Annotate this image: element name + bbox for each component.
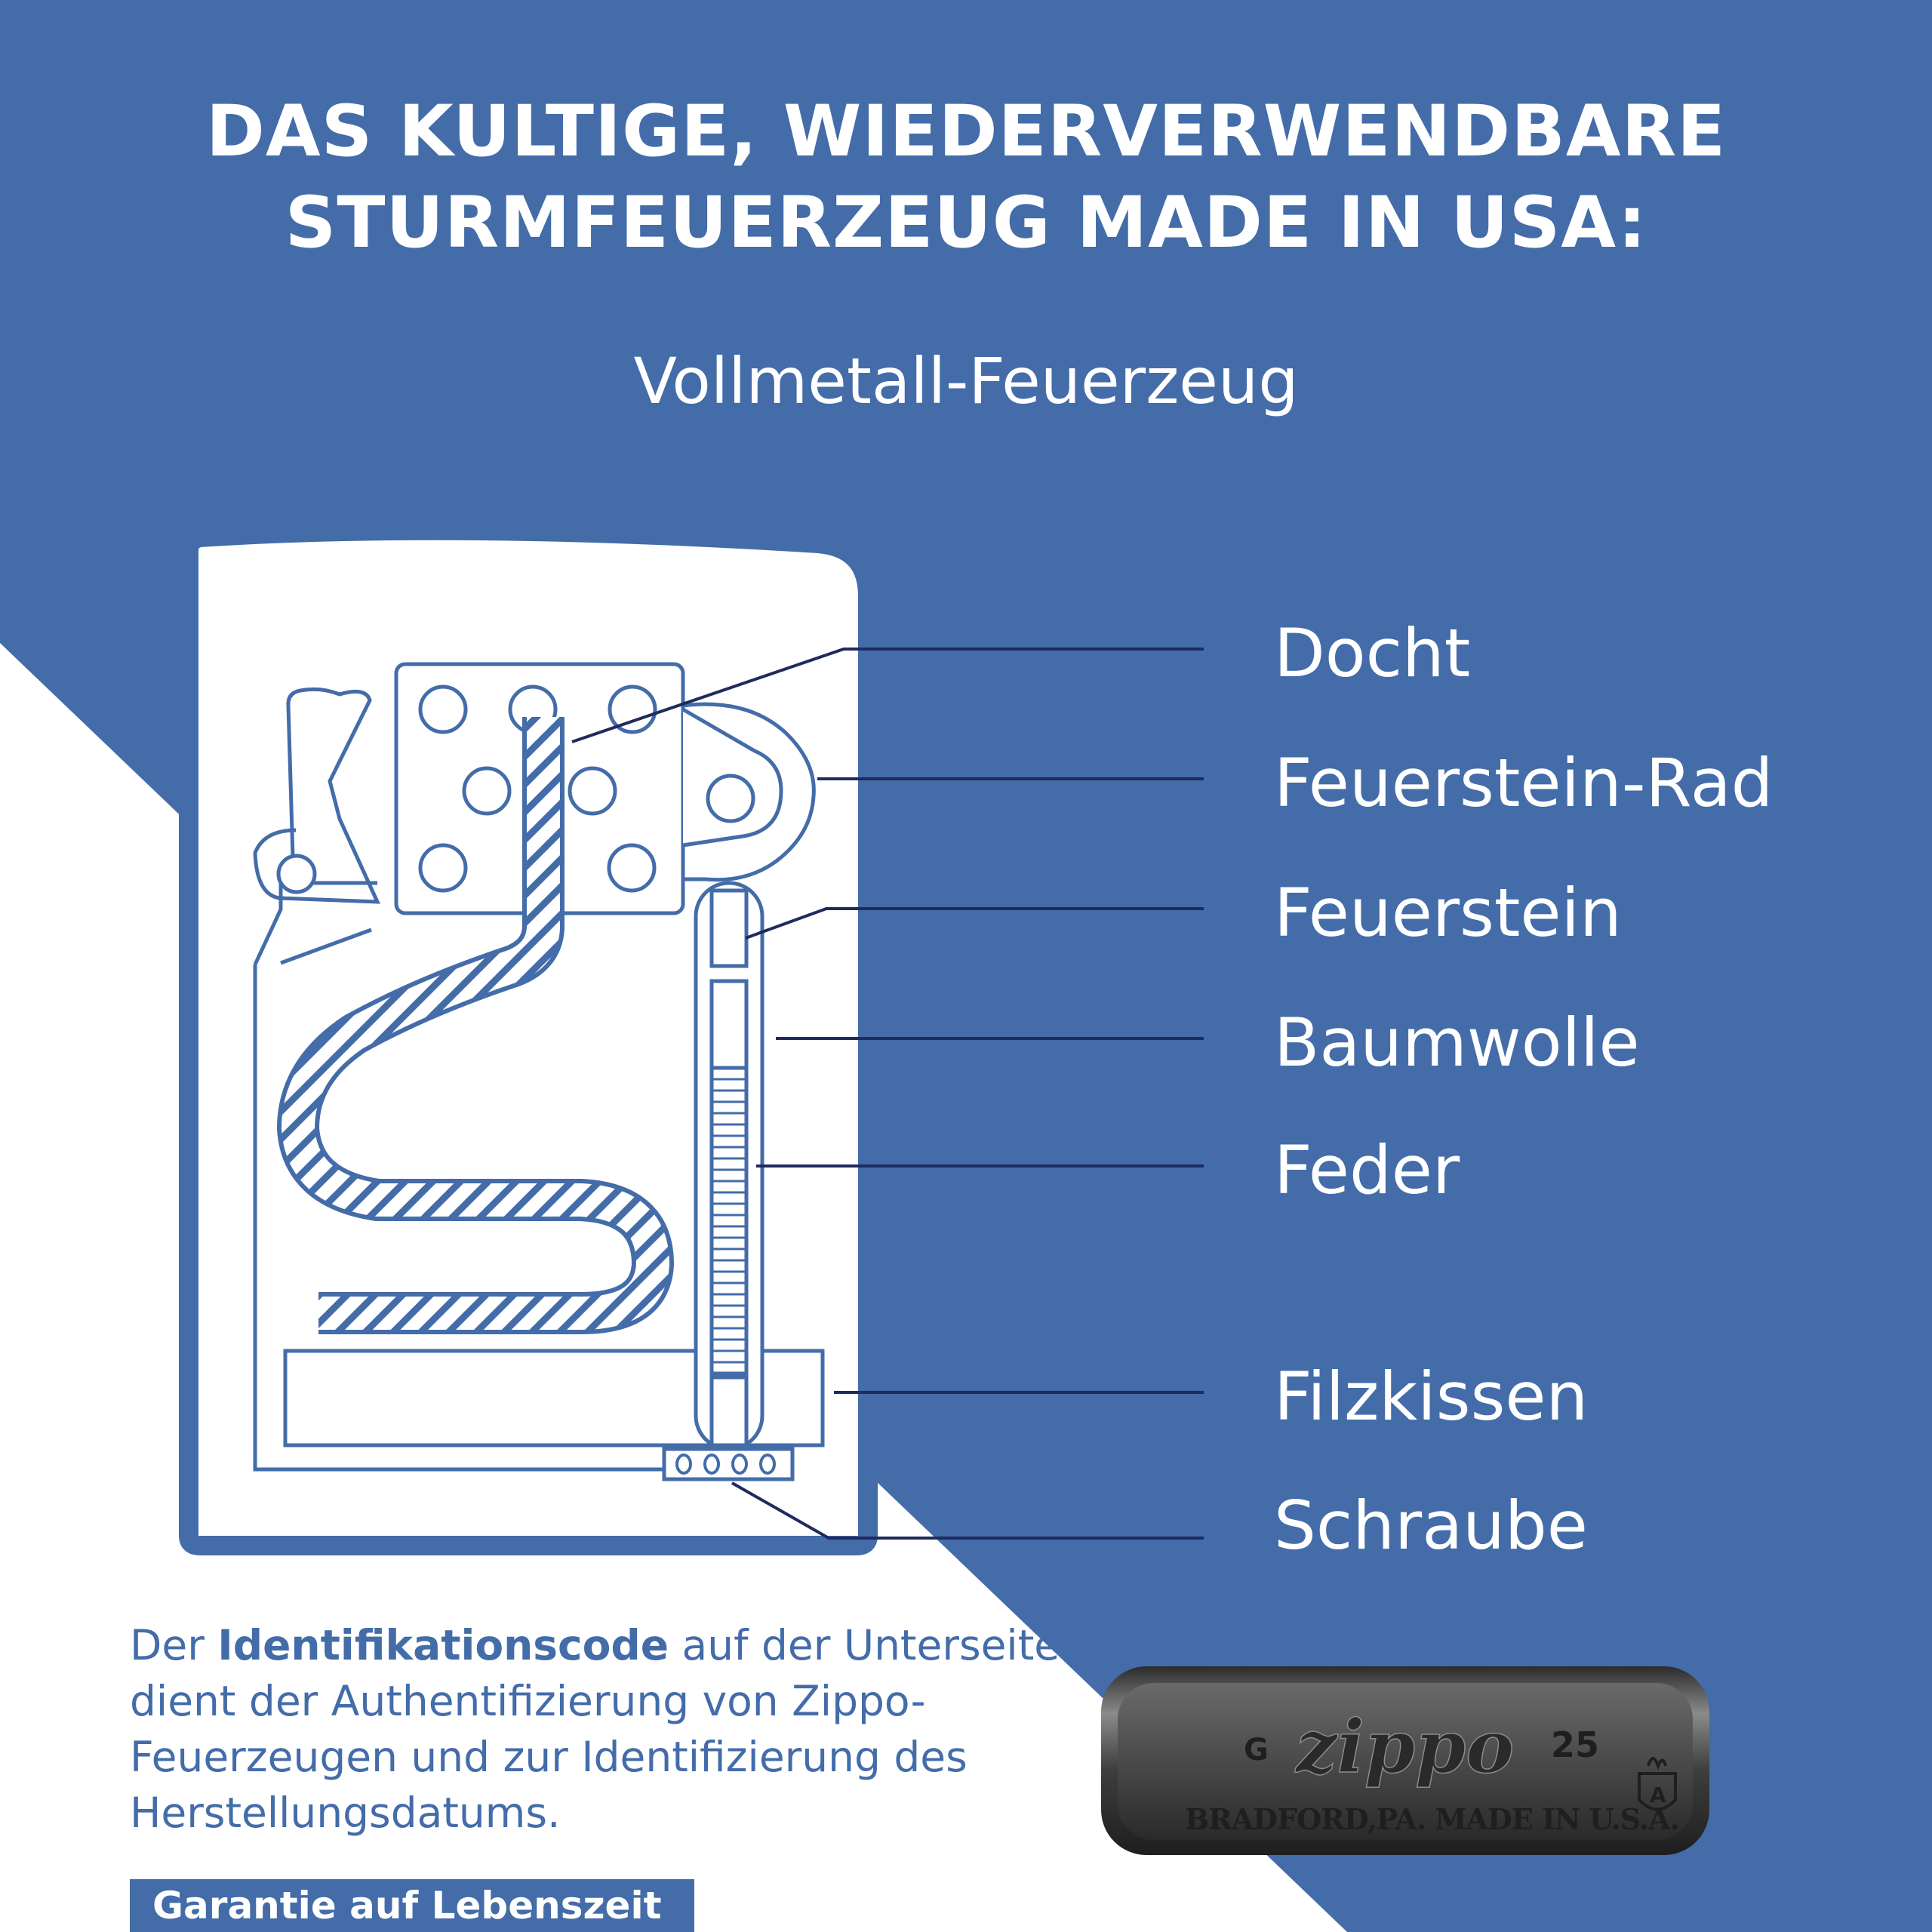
label-feder: Feder <box>1274 1131 1460 1209</box>
subtitle: Vollmetall-Feuerzeug <box>633 344 1299 418</box>
label-feuerstein-rad: Feuerstein-Rad <box>1274 744 1774 822</box>
desc-suffix: auf der Unterseite dient der Authentifizierung von Zippo-Feuerzeugen und zur Identifizierung des Herstellungsdatums. <box>130 1621 1060 1837</box>
label-baumwolle: Baumwolle <box>1274 1004 1640 1081</box>
flint <box>712 891 746 966</box>
desc-bold-term: Identifikationscode <box>217 1621 669 1669</box>
flint-wheel <box>708 776 753 821</box>
bottom-brand: zippo <box>1296 1704 1515 1789</box>
bottom-origin: BRADFORD,PA. MADE IN U.S.A. <box>1185 1802 1679 1836</box>
label-docht: Docht <box>1274 614 1471 692</box>
bottom-letter: G <box>1244 1733 1269 1767</box>
label-schraube: Schraube <box>1274 1487 1588 1564</box>
stamp-letter: A <box>1650 1783 1666 1807</box>
label-feuerstein: Feuerstein <box>1274 874 1622 952</box>
warranty-badge: Garantie auf Lebenszeit <box>130 1879 694 1932</box>
cotton <box>712 981 746 1068</box>
bottom-year: 25 <box>1551 1724 1600 1765</box>
label-filzkissen: Filzkissen <box>1274 1358 1589 1435</box>
cam-pivot <box>278 856 315 892</box>
lighter-bottom-image <box>1098 1660 1724 1864</box>
desc-prefix: Der <box>130 1621 218 1669</box>
identification-code-description <box>130 1617 1081 1841</box>
spring <box>712 1068 746 1374</box>
screw-shaft <box>712 1377 746 1445</box>
headline-line-1: DAS KULTIGE, WIEDERVERWENDBARE <box>205 91 1727 173</box>
headline-line-2: STURMFEUERZEUG MADE IN USA: <box>285 182 1647 264</box>
